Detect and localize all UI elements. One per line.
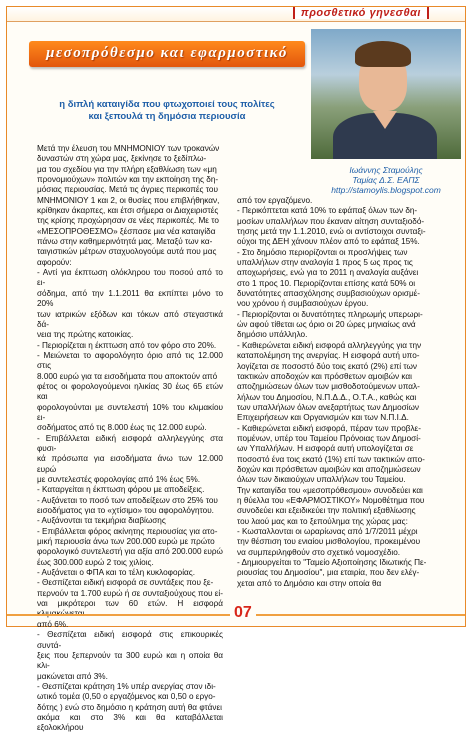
article-text-line: δότης ) ενώ στο δημόσιο η κράτηση αυτή θα φτάνει <box>37 702 222 712</box>
article-text-line: ούχοι της ΔΕΗ χάνουν πλέον από το εφάπαξ 15%. <box>237 237 420 247</box>
article-text-line: - Επιβάλλεται φόρος ακίνητης περιουσίας για ατο- <box>37 526 218 536</box>
photo-caption <box>311 165 461 195</box>
article-text-line: με συντελεστές φορολογίας από 1% έως 5%. <box>37 475 201 484</box>
article-text-line: σοδήματος από τις 8.000 έως τις 12.000 ευρώ. <box>37 423 207 433</box>
article-text-line: - Δημιουργείται το "Ταμείο Αξιοποίησης Ιδιωτικής Πε- <box>237 558 427 568</box>
article-text-line: μική περιουσία άνω των 200.000 ευρώ με πρώτο <box>37 537 215 547</box>
author-name: Ιωάννης Σταμούλης <box>349 165 423 175</box>
article-text-line: του λαού μας και το ξεπούλημα της χώρας μας: <box>237 516 408 526</box>
article-text-line: σόδημα, από την 1.1.2011 θα εκπίπτει μόνο το 20% <box>37 288 223 309</box>
page-frame <box>6 6 466 733</box>
header-banner <box>7 7 465 22</box>
page-number: 07 <box>230 604 256 622</box>
article-title-bar <box>29 41 305 67</box>
article-text-line: περνούν τα 1.700 ευρώ ή σε συνταξιούχους που εί- <box>37 588 223 598</box>
article-text-line: - Αντί για έκπτωση ολόκληρου του ποσού από το ει- <box>37 268 223 288</box>
article-text-line: 8.000 ευρώ για τα εισοδήματα που αποκτούν από <box>37 371 218 381</box>
article-text-line: Επιχειρήσεων και Οργανισμών και των Ν.Π.Ι.Δ. <box>237 413 409 423</box>
article-text-line: όλων των δικαιούχων υπαλλήλων του Ταμείου. <box>237 475 406 485</box>
article-text-line: - Καθιερώνεται ειδική εισφορά, πέραν των προβλε- <box>237 423 421 433</box>
article-text-line: ναι μικρότεροι των 60 ετών. Η εισφορά <box>37 599 223 609</box>
article-text-line: - Αυξάνεται το ποσό των αποδείξεων στο 25% του <box>37 495 218 505</box>
article-text-line: προνομιούχων» πολιτών και την εκποίηση της δη- <box>37 175 219 185</box>
article-text-line: - Καταργείται η έκπτωση φόρου με αποδείξεις. <box>37 485 205 495</box>
article-text-line: φέτος οι φορολογούμενοι ηλικίας 30 έως 65 ετών και <box>37 381 223 402</box>
article-text-line: αφορούν: <box>37 257 72 267</box>
article-text-line: δυναστών στη χώρα μας, ξεκίνησε το ξεδίπλω- <box>37 154 207 164</box>
article-title: μεσοπρόθεσμο και εφαρμοστικό <box>46 45 288 61</box>
article-text-line: - Θεσπίζεται ειδική εισφορά σε συντάξεις που ξε- <box>37 578 214 588</box>
article-text-line: να συμπεριληφθούν στο σχετικό νομοσχέδιο. <box>237 547 401 557</box>
article-text-line: τησης μετά την 1.1.2010, ενώ οι αντίστοιχοι συνταξι- <box>237 227 426 237</box>
article-text-line: υπαλλήλων στην αναλογία 1 προς 5 ως προς τις <box>237 258 413 268</box>
article-text-line: έως 300.000 ευρώ 2 τοις χιλίοις. <box>37 557 154 567</box>
article-text-line: μα του σχεδίου για την πλήρη εξαθλίωση των «μη <box>37 164 217 174</box>
article-text-line: συνοδεύει και εξειδικεύει την πολιτική εξαθλίωσης <box>237 506 416 516</box>
article-text-line: από τον εργαζόμενο. <box>237 196 313 205</box>
article-text-line: φορολογούνται με συντελεστή 10% του κλιμακίου ει- <box>37 402 223 422</box>
article-text-line: νεια της πρώτης κατοικίας. <box>37 330 134 340</box>
article-text-line: - Περιορίζονται οι δυνατότητες πληρωμής υπερωρι- <box>237 309 423 319</box>
article-text-line: - Επιβάλλεται ειδική εισφορά αλληλεγγύης στα φυσι- <box>37 433 223 453</box>
article-text-line: πάνω στην καθημερινότητά μας. Μεταξύ των κα- <box>37 237 213 247</box>
article-text-line: - Θεσπίζεται κράτηση 1% υπέρ ανεργίας στον ιδι- <box>37 681 216 691</box>
article-text-line: Την καταιγίδα του «μεσοπρόθεσμου» συνοδεύει και <box>237 485 423 495</box>
article-text-line: αποζημιώσεων όλων των μισθοδοτούμενων υπαλ- <box>237 382 420 392</box>
article-text-line: δοχών και πρόσθετων αμοιβών και αποζημιώσεων <box>237 464 421 474</box>
subtitle-line: και ξεπουλά τη δημόσια περιουσία <box>88 111 246 122</box>
article-text-line: Μετά την έλευση του ΜΝΗΜΟΝΙΟΥ των τροκανών <box>37 144 220 153</box>
page-footer <box>7 604 465 626</box>
article-text-line: ριουσίας του Δημοσίου", μια εταιρία, που δεν ελέγ- <box>237 568 420 578</box>
article-text-line: από 6%. <box>37 619 69 629</box>
article-text-line: - Θεσπίζεται ειδική εισφορά στις επικουρικές συντά- <box>37 630 223 650</box>
article-text-line: την θέσπιση του ενιαίου μισθολογίου, προκειμένου <box>237 537 421 547</box>
article-text-line: - Αυξάνονται τα τεκμήρια διαβίωσης <box>37 516 166 526</box>
article-text-line: φορολογικό συντελεστή για αξία από 200.000 ευρώ <box>37 547 223 557</box>
article-text-line: η θύελλα του «ΕΦΑΡΜΟΣΤΙΚΟΥ» Νομοθέτημα που <box>237 495 425 505</box>
article-text-line: λογίζεται σε ποσοστό δύο τοις εκατό (2%) επί των <box>237 361 417 371</box>
article-text-line: - Περικόπτεται κατά 10% το εφάπαξ όλων των δη- <box>237 206 418 216</box>
author-photo <box>311 29 461 159</box>
article-subtitle <box>29 99 305 123</box>
article-text-line: - Αυξάνεται ο ΦΠΑ και το τέλη κυκλοφορίας. <box>37 568 195 578</box>
article-text-line: τακτικών αποδοχών και πρόσθετων αμοιβών και <box>237 371 412 381</box>
article-text-line: νου χρόνου ή συμβασιούχων έργου. <box>237 299 369 309</box>
article-text-line: καταπολέμηση της ανεργίας. Η εισφορά αυτή υπο- <box>237 351 420 361</box>
article-text-line: ποσοστό ένα τοις εκατό (1%) επί των τακτικών απο- <box>237 454 425 464</box>
article-text-line: μόσιας περιουσίας. Μετά τις άγριες περικοπές του <box>37 185 218 195</box>
article-text-line: - Μειώνεται το αφορολόγητο όριο από τις 12.000 στις <box>37 350 223 371</box>
article-text-line: μοσίων υπαλλήλων που έκαναν αίτηση συνταξιοδό- <box>237 216 425 226</box>
article-text-line: μακώνεται από 3%. <box>37 671 108 681</box>
article-text-line: ξεις που ξεπερνούν τα 300 ευρώ και η οποία θα κλι- <box>37 650 223 671</box>
article-text-line: κρίθηκαν άκαρπες, και έτσι σήμερα οι Διαχειριστές <box>37 206 219 216</box>
article-text-line: - Καθιερώνεται ειδική εισφορά αλληλεγγύης για την <box>237 340 422 350</box>
article-text-line: εισοδήματος για το «χτίσιμο» του αφορολόγητου. <box>37 506 214 516</box>
article-text-line: πομένων, υπέρ του Ταμείου Πρόνοιας των Δημοσί- <box>237 433 421 443</box>
article-text-line: δημόσιο υπάλληλο. <box>237 330 308 340</box>
article-text-line: κά πρόσωπα για εισοδήματα άνω των 12.000 ευρώ <box>37 454 223 474</box>
article-text-line: των υπαλλήλων όλων ανεξαρτήτως των Δημοσίων <box>237 402 420 412</box>
article-column-left <box>37 144 223 734</box>
article-text-line: «ΜΕΣΟΠΡΟΘΕΣΜΟ» ξέσπασε μια νέα καταιγίδα <box>37 226 216 236</box>
author-blog-link[interactable]: http://stamoylis.blogspot.com <box>331 185 441 195</box>
article-text-line: ωτικό τομέα (0,50 ο εργαζόμενος και 0,50 ο εργο- <box>37 692 216 702</box>
article-column-right <box>237 196 457 589</box>
section-title: προσθετικό γηνεσθαι <box>293 7 429 19</box>
article-text-line: χεται από το Δημόσιο και στην οποία θα <box>237 578 382 588</box>
author-role: Ταμίας Δ.Σ. ΕΑΠΣ <box>352 175 420 185</box>
article-text-line: δυνατότητες απασχόλησης συμβασιούχων ορισμέ- <box>237 289 421 299</box>
subtitle-line: η διπλή καταιγίδα που φτωχοποιεί τους πολίτες <box>59 99 275 110</box>
article-text-line: ταιγιστικών μέτρων σταχυολογούμε αυτά που μας <box>37 247 217 257</box>
article-text-line: αποχωρήσεις, ενώ για το 2011 η αναλογία αυξάνει <box>237 268 419 278</box>
article-text-line: - Περιορίζεται η έκπτωση από τον φόρο στο 20%. <box>37 340 217 350</box>
article-text-line: στο 1 προς 10. Περιορίζονται επίσης κατά 50% οι <box>237 278 416 288</box>
article-text-line: - Στο δημόσιο περιορίζονται οι προσλήψεις των <box>237 247 408 257</box>
article-text-line: των ιατρικών εξόδων και τόκων από στεγαστικά δά- <box>37 309 223 329</box>
article-text-line: ών αφού τίθεται ως όριο οι 20 ώρες μηνιαίως ανά <box>237 320 416 330</box>
article-text-line: λήλων του Δημοσίου, Ν.Π.Δ.Δ., Ο.Τ.Α., καθώς και <box>237 392 417 402</box>
article-text-line: - Κωσταλλονται οι ωραρίωνας από 1/7/2011 μέχρι <box>237 527 418 536</box>
article-text-line: ων Υπαλλήλων. Η εισφορά αυτή υπολογίζεται σε <box>237 444 414 454</box>
article-text-line: ΜΝΗΜΟΝΙΟΥ 1 και 2, οι θυσίες που επιβλήθηκαν, <box>37 195 220 205</box>
article-text-line: της κρίσης προχώρησαν σε νέες περικοπές. Με το <box>37 216 219 226</box>
article-text-line: ακόμα και στο 3% και θα καταβάλλεται εξολοκλήρου <box>37 712 223 733</box>
